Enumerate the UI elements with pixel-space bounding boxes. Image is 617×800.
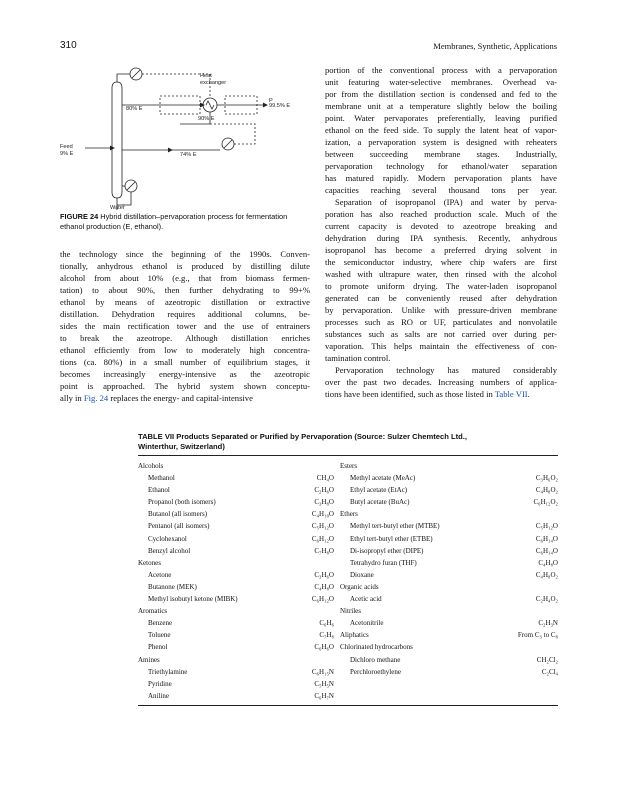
- formula-cell: C₃H₈O: [314, 498, 334, 507]
- table-row: [138, 569, 334, 581]
- table-title-line-1: TABLE VII Products Separated or Purified by Pervaporation (Source: Sulzer Chemtech Ltd.,: [138, 432, 467, 441]
- formula-cell: C₄H₈O: [538, 558, 558, 567]
- text-line: dehydration during IPA synthesis. Recently, anhydrous: [325, 233, 557, 243]
- table-left-half: [138, 460, 334, 702]
- table-vii-link[interactable]: Table VII: [494, 389, 528, 399]
- figure-caption: [60, 212, 310, 231]
- formula-cell: [298, 557, 334, 569]
- formula-cell: [495, 508, 558, 520]
- formula-cell: [495, 581, 558, 593]
- formula-cell: C₆H₁₂O₂: [533, 498, 558, 507]
- table-row: [138, 617, 334, 629]
- compound-cell: Methyl acetate (MeAc): [350, 474, 416, 483]
- formula-cell: From C₃ to C₈: [517, 631, 558, 640]
- table-title-line-2: Winterthur, Switzerland): [138, 442, 225, 451]
- formula-cell: C₃H₆O: [314, 570, 334, 579]
- compound-cell: Butanol (all isomers): [148, 510, 208, 519]
- table-row: [138, 484, 334, 496]
- figure-caption-label: FIGURE 24: [60, 212, 99, 221]
- formula-cell: C₂H₄O₂: [535, 595, 558, 604]
- text-line: ethanol by means of azeotropic distillation or extractive: [60, 297, 310, 307]
- table-row: [340, 472, 558, 484]
- text-line: ethanol efficiently from low to moderately high concentra-: [60, 345, 310, 355]
- formula-cell: C₃H₆O₂: [535, 474, 558, 483]
- formula-cell: C₄H₈O₂: [535, 570, 558, 579]
- compound-cell: Methyl tert-butyl ether (MTBE): [350, 522, 440, 531]
- text-line: por from the distillation section is condensed and fed to the: [325, 89, 557, 99]
- formula-cell: C₂H₃N: [538, 619, 558, 628]
- compound-cell: Perchloroethylene: [350, 667, 401, 676]
- figure-caption-text: Hybrid distillation–pervaporation process for fermentation ethanol production (E, ethanol).: [60, 212, 288, 231]
- compound-cell: Di-isopropyl ether (DIPE): [350, 546, 424, 555]
- text-line: ethanol on the feed side. To supply the latent heat of vapor-: [325, 125, 557, 135]
- table-row: [138, 581, 334, 593]
- formula-cell: C₆H₁₅N: [311, 667, 334, 676]
- category-cell: Nitriles: [340, 607, 361, 616]
- text-line: has matured rapidly. Modern pervaporation plants have: [325, 173, 557, 183]
- text-line: sides the main rectification tower and the use of entrainers: [60, 321, 310, 331]
- compound-cell: Ethanol: [148, 486, 170, 495]
- category-cell: Aromatics: [138, 607, 168, 616]
- table-row: [138, 508, 334, 520]
- formula-cell: C₄H₁₀O: [311, 510, 334, 519]
- category-cell: Organic acids: [340, 582, 379, 591]
- table-row: [340, 605, 558, 617]
- table-row: [340, 533, 558, 545]
- text-line: tionally, anhydrous ethanol is produced by distilling dilute: [60, 261, 310, 271]
- compound-cell: Cyclohexanol: [148, 534, 187, 543]
- text-line: point. Water pervaporates preferentially, leaving purified: [325, 113, 557, 123]
- text-line: the semiconductor industry, where chip wafers are first: [325, 257, 557, 267]
- table-right-half: [340, 460, 558, 678]
- table-row: [340, 593, 558, 605]
- compound-cell: Tetrahydro furan (THF): [350, 558, 417, 567]
- formula-cell: C₅H₁₂O: [311, 522, 334, 531]
- text-line: to break the azeotrope. Although distillation enriches: [60, 333, 310, 343]
- compound-cell: Triethylamine: [148, 667, 188, 676]
- figure-24-link[interactable]: Fig. 24: [83, 393, 109, 403]
- label-74-e: 74% E: [180, 152, 197, 158]
- table-row: [138, 472, 334, 484]
- compound-cell: Acetone: [148, 570, 172, 579]
- text-line: vaporation. This helps maintain the effectiveness of con-: [325, 341, 557, 351]
- compound-cell: Methanol: [148, 474, 175, 483]
- category-cell: Esters: [340, 462, 358, 470]
- table-row: [340, 629, 558, 641]
- category-cell: Amines: [138, 655, 160, 664]
- page-number: 310: [60, 40, 77, 51]
- text-line: poration has also reached production scale. Much of the: [325, 209, 557, 219]
- text-line: point is approached. The hybrid system shown conceptu-: [60, 381, 310, 391]
- text-line: becomes increasingly energy-intensive as the azeotropic: [60, 369, 310, 379]
- table-row: [340, 581, 558, 593]
- formula-cell: C₄H₈O: [314, 582, 334, 591]
- table-row: [138, 654, 334, 666]
- compound-cell: Butyl acetate (BuAc): [350, 498, 410, 507]
- label-99-5-e: 99.5% E: [269, 103, 291, 109]
- formula-cell: [298, 605, 334, 617]
- process-diagram: [60, 60, 315, 210]
- text-line: alcohol from about 10% (e.g., that from biomass fermen-: [60, 273, 310, 283]
- text-line: substances such as salts are not carried over during per-: [325, 329, 557, 339]
- text-line: Separation of isopropanol (IPA) and water by perva-: [335, 197, 557, 207]
- compound-cell: Benzene: [148, 619, 173, 628]
- formula-cell: [495, 605, 558, 617]
- compound-cell: Pentanol (all isomers): [148, 522, 210, 531]
- text-run: tions have been identified, such as those listed in: [325, 389, 495, 399]
- table-row: [340, 508, 558, 520]
- formula-cell: C₅H₁₂O: [535, 522, 558, 531]
- text-line: portion of the conventional process with a pervaporation: [325, 65, 557, 75]
- feed-label-1: Feed: [60, 144, 73, 150]
- compound-cell: Aniline: [148, 691, 169, 700]
- formula-cell: C₆H₆O: [314, 643, 334, 652]
- compound-cell: Ethyl acetate (EtAc): [350, 486, 408, 495]
- compound-cell: Acetonitrile: [350, 619, 384, 628]
- label-p: P: [269, 98, 273, 104]
- paragraph: [325, 196, 557, 364]
- running-title: Membranes, Synthetic, Applications: [433, 41, 557, 51]
- formula-cell: [495, 641, 558, 653]
- distillation-column: [112, 82, 122, 198]
- text-line: Pervaporation technology has matured considerably: [335, 365, 557, 375]
- left-body-text: [60, 248, 310, 404]
- table-top-rule: [138, 455, 558, 456]
- table-row: [138, 496, 334, 508]
- formula-cell: C₆H₁₂O: [311, 534, 334, 543]
- compound-cell: Ethyl tert-butyl ether (ETBE): [350, 534, 433, 543]
- text-line: [60, 392, 310, 404]
- table-row: [340, 520, 558, 532]
- formula-cell: C₇H₈O: [314, 546, 334, 555]
- compound-cell: Propanol (both isomers): [148, 498, 216, 507]
- text-line: washed with ultrapure water, then rinsed with the alcohol: [325, 269, 557, 279]
- text-line: [325, 388, 557, 400]
- formula-cell: C₆H₁₂O: [311, 595, 334, 604]
- text-run: replaces the energy- and capital-intensive: [108, 393, 253, 403]
- right-body-text: [325, 64, 557, 400]
- text-line: unit featuring water-selective membranes. Overhead va-: [325, 77, 557, 87]
- category-cell: Ethers: [340, 510, 358, 519]
- label-80-e: 80% E: [126, 106, 143, 112]
- text-line: generated can be conveniently reused after dehydration: [325, 293, 557, 303]
- table-row: [340, 641, 558, 653]
- table-row: [340, 569, 558, 581]
- table-row: [138, 690, 334, 702]
- text-line: tamination control.: [325, 353, 391, 363]
- formula-cell: C₅H₅N: [314, 679, 334, 688]
- text-line: pervaporation technology for ethanol/water separation: [325, 161, 557, 171]
- text-line: to promote uniform drying. The water-laden isopropanol: [325, 281, 557, 291]
- table-row: [138, 557, 334, 569]
- formula-cell: CH₂Cl₂: [536, 655, 558, 664]
- table-row: [138, 533, 334, 545]
- formula-cell: C₄H₈O₂: [535, 486, 558, 495]
- formula-cell: [298, 460, 334, 472]
- table-row: [340, 654, 558, 666]
- compound-cell: Acetic acid: [350, 595, 382, 604]
- table-row: [138, 520, 334, 532]
- heat-exchanger-label-2: exchanger: [200, 80, 227, 86]
- text-line: membrane unit at a temperature slightly below the boiling: [325, 101, 557, 111]
- table-title: [138, 432, 558, 452]
- text-line: ization, a pervaporation system is designed with reheaters: [325, 137, 557, 147]
- text-line: distillation. Dehydration requires additional columns, be-: [60, 309, 310, 319]
- paragraph: [325, 364, 557, 400]
- text-line: processes such as RO or UF, particulates and nonvolatile: [325, 317, 557, 327]
- feed-label-2: 9% E: [60, 151, 74, 157]
- table-row: [340, 496, 558, 508]
- heat-exchanger-label-1: Heat: [200, 73, 212, 79]
- text-line: over the past two decades. Increasing numbers of applica-: [325, 377, 557, 387]
- formula-cell: C₂H₆O: [314, 486, 334, 495]
- table-row: [340, 484, 558, 496]
- compound-cell: Butanone (MEK): [148, 582, 197, 591]
- table-row: [138, 460, 334, 472]
- category-cell: Ketones: [138, 558, 161, 567]
- text-line: by pervaporation. Unlike with pressure-driven membrane: [325, 305, 557, 315]
- formula-cell: [495, 460, 558, 472]
- category-cell: Chlorinated hydrocarbons: [340, 643, 413, 652]
- compound-cell: Methyl isobutyl ketone (MIBK): [148, 595, 238, 604]
- formula-cell: C₆H₁₄O: [535, 534, 558, 543]
- table-row: [340, 666, 558, 678]
- text-line: the technology since the beginning of the 1990s. Conven-: [60, 249, 310, 259]
- text-line: tions (ca. 80%) in a small number of equilibrium stages, it: [60, 357, 310, 367]
- compound-cell: Dichloro methane: [350, 655, 401, 664]
- table-row: [138, 545, 334, 557]
- text-line: isopropanol has become a preferred drying solvent in: [325, 245, 557, 255]
- category-cell: Aliphatics: [340, 631, 369, 640]
- table-row: [340, 617, 558, 629]
- text-line: capacities reaching several thousand tons per year.: [325, 185, 557, 195]
- table-row: [138, 593, 334, 605]
- table-row: [138, 666, 334, 678]
- compound-cell: Phenol: [148, 643, 168, 652]
- table-row: [138, 629, 334, 641]
- formula-cell: C₆H₁₄O: [535, 546, 558, 555]
- table-row: [340, 557, 558, 569]
- formula-cell: C₆H₆: [319, 619, 334, 628]
- formula-cell: [298, 654, 334, 666]
- compound-cell: Benzyl alcohol: [148, 546, 191, 555]
- compound-cell: Dioxane: [350, 570, 374, 579]
- table-row: [138, 678, 334, 690]
- label-90-e: 90% E: [198, 116, 215, 122]
- text-run: ally in: [60, 393, 84, 403]
- category-cell: Alcohols: [138, 462, 164, 470]
- table-row: [138, 641, 334, 653]
- text-line: between succeeding membrane stages. Industrially,: [325, 149, 557, 159]
- compound-cell: Toluene: [148, 631, 171, 640]
- formula-cell: C₆H₇N: [314, 691, 334, 700]
- text-line: tation) to about 90%, then further dehydrating to 99+%: [60, 285, 310, 295]
- water-label: Water: [110, 205, 125, 210]
- table-bottom-rule: [138, 705, 558, 706]
- table-row: [340, 460, 558, 472]
- text-line: current capacity is devoted to azeotrope breaking and: [325, 221, 557, 231]
- formula-cell: CH₄O: [316, 474, 334, 483]
- table-row: [340, 545, 558, 557]
- compound-cell: Pyridine: [148, 679, 172, 688]
- formula-cell: C₂Cl₄: [541, 667, 558, 676]
- formula-cell: C₇H₈: [319, 631, 334, 640]
- text-run: .: [527, 389, 530, 399]
- table-row: [138, 605, 334, 617]
